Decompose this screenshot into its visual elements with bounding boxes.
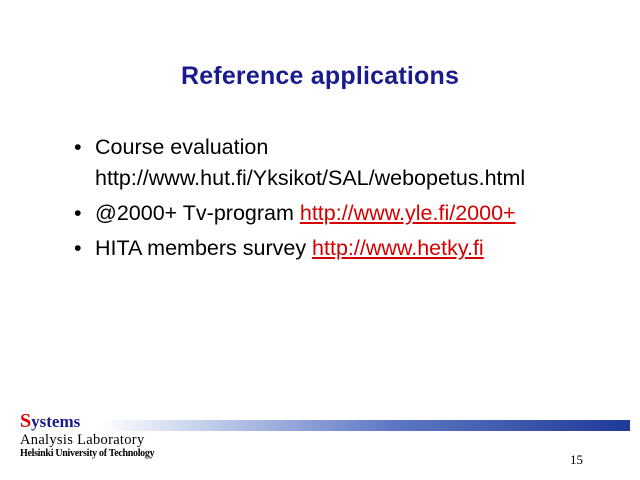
bullet-text: Course evaluation <box>95 135 269 159</box>
bullet-text: @2000+ Tv-program <box>95 201 300 225</box>
hetky-link[interactable]: http://www.hetky.fi <box>312 236 484 260</box>
bullet-icon: • <box>74 201 82 225</box>
lab-logo <box>20 411 154 459</box>
logo-lab-name: Analysis Laboratory <box>20 432 145 448</box>
logo-s-letter: S <box>20 410 32 432</box>
footer-gradient-bar <box>100 420 630 431</box>
logo-systems-rest: ystems <box>31 412 81 431</box>
bullet-item-course-evaluation <box>74 132 634 194</box>
slide-title: Reference applications <box>180 62 460 90</box>
bullet-item-tv-program <box>74 198 634 229</box>
page-number: 15 <box>570 452 583 467</box>
bullet-text: HITA members survey <box>95 236 313 260</box>
yle-link[interactable]: http://www.yle.fi/2000+ <box>299 201 516 225</box>
logo-systems <box>20 411 154 432</box>
bullet-icon: • <box>74 236 82 260</box>
logo-university: Helsinki University of Technology <box>20 448 155 459</box>
bullet-url-text: http://www.hut.fi/Yksikot/SAL/webopetus.html <box>95 166 526 190</box>
bullet-list <box>74 132 634 268</box>
bullet-icon: • <box>74 135 82 159</box>
bullet-item-hita-survey <box>74 233 634 264</box>
